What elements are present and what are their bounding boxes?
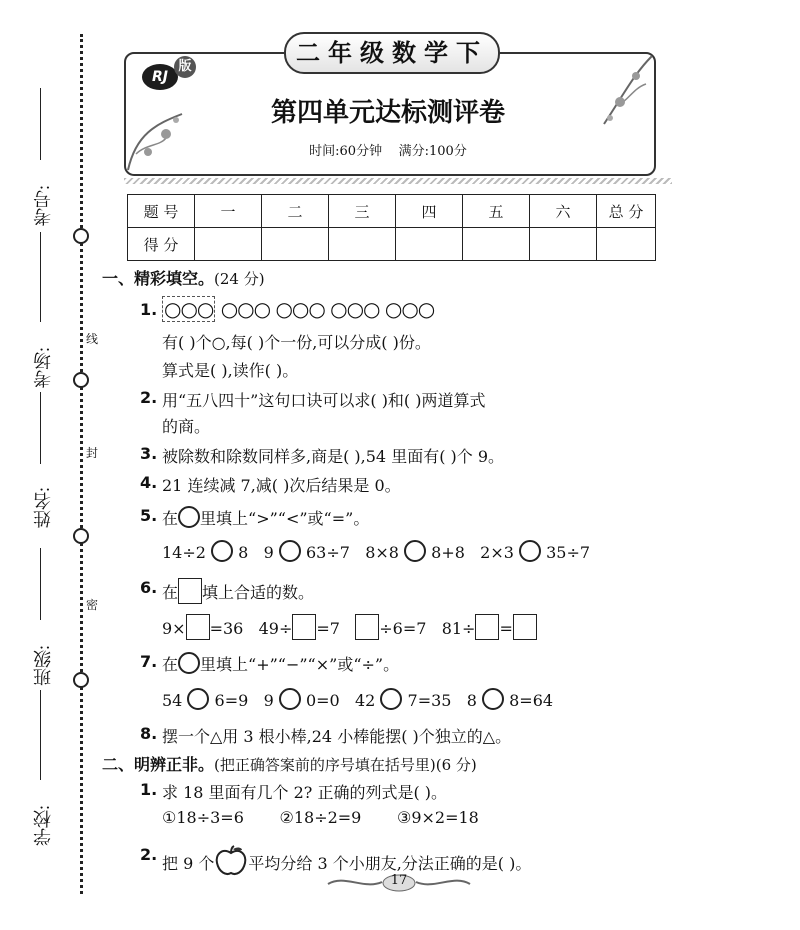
page-number-footer <box>324 872 474 892</box>
circle-group: ○○○ <box>275 297 325 321</box>
grade-banner: 二年级数学下 <box>284 32 500 74</box>
binding-ring <box>73 528 89 544</box>
expr-part: 9× <box>162 619 186 638</box>
table-row <box>128 195 656 228</box>
answer-circle[interactable] <box>519 540 541 562</box>
name-label: 姓名: <box>33 486 53 528</box>
expr-right: 8 <box>238 543 249 562</box>
expr-right: 7=35 <box>407 691 452 710</box>
text-part: 平均分给 3 个小朋友,分法正确的是( )。 <box>248 854 532 873</box>
table-header-cell: 六 <box>530 195 597 228</box>
question-text: 算式是( ),读作( )。 <box>162 361 299 380</box>
score-cell[interactable] <box>195 228 262 261</box>
question-text <box>162 652 399 675</box>
expr-right: 35÷7 <box>546 543 591 562</box>
question-number: 1. <box>140 300 158 319</box>
question-number: 1. <box>140 780 158 799</box>
decorative-divider <box>124 178 672 184</box>
expr-right: 8+8 <box>431 543 465 562</box>
table-header-cell: 总 分 <box>597 195 656 228</box>
text-part: 填上合适的数。 <box>202 583 315 602</box>
table-row-label: 得 分 <box>128 228 195 261</box>
score-cell[interactable] <box>262 228 329 261</box>
apple-icon <box>214 845 248 881</box>
table-header-cell: 二 <box>262 195 329 228</box>
score-table <box>127 194 656 261</box>
school-label: 学校: <box>33 804 53 846</box>
answer-box[interactable] <box>186 614 210 640</box>
expr-part: =7 <box>316 619 340 638</box>
table-header-cell: 四 <box>396 195 463 228</box>
expr-part: = <box>499 619 513 638</box>
exam-info <box>124 140 652 159</box>
time-label: 时间:60分钟 <box>309 144 383 159</box>
expr-left: 9 <box>263 543 274 562</box>
expr-left: 42 <box>354 691 376 710</box>
table-row <box>128 228 656 261</box>
expr-right: 6=9 <box>214 691 249 710</box>
answer-circle[interactable] <box>279 688 301 710</box>
class-label: 班级: <box>33 644 53 686</box>
binding-ring <box>73 672 89 688</box>
answer-circle[interactable] <box>279 540 301 562</box>
expr-part: 81÷ <box>441 619 476 638</box>
expr-left: 9 <box>263 691 274 710</box>
answer-box[interactable] <box>292 614 316 640</box>
question-number: 8. <box>140 724 158 743</box>
answer-circle[interactable] <box>404 540 426 562</box>
answer-circle[interactable] <box>211 540 233 562</box>
question-text: 用“五八四十”这句口诀可以求( )和( )两道算式 <box>162 391 486 410</box>
circle-group: ○○○ <box>330 297 380 321</box>
expr-right: 63÷7 <box>305 543 350 562</box>
table-header-cell: 题 号 <box>128 195 195 228</box>
question-number: 6. <box>140 578 158 597</box>
table-header-cell: 一 <box>195 195 262 228</box>
option-2[interactable]: ②18÷2=9 <box>279 808 362 827</box>
option-3[interactable]: ③9×2=18 <box>396 808 479 827</box>
question-text: 摆一个△用 3 根小棒,24 小棒能摆( )个独立的△。 <box>162 727 512 746</box>
expr-left: 8 <box>466 691 477 710</box>
expr-left: 14÷2 <box>162 543 206 562</box>
expr-left: 8×8 <box>365 543 399 562</box>
seal-char: 密 <box>86 598 99 612</box>
answer-circle[interactable] <box>482 688 504 710</box>
binding-ring <box>73 372 89 388</box>
seal-char: 封 <box>86 446 99 460</box>
expr-left: 54 <box>162 691 183 710</box>
binding-ring <box>73 228 89 244</box>
score-cell[interactable] <box>463 228 530 261</box>
question-text: 有( )个○,每( )个一份,可以分成( )份。 <box>162 333 431 352</box>
expr-part: =36 <box>209 619 244 638</box>
section-title: 二、明辨正非。 <box>102 755 215 774</box>
text-part: 里填上“+”“−”“×”或“÷”。 <box>200 655 400 674</box>
text-part: 在 <box>162 655 179 674</box>
circle-group: ○○○ <box>220 297 271 321</box>
square-symbol <box>178 578 202 604</box>
question-number: 5. <box>140 506 158 525</box>
answer-box[interactable] <box>475 614 499 640</box>
edition-badge: RJ <box>142 64 178 90</box>
class-line[interactable] <box>40 548 41 620</box>
comparison-row <box>162 540 590 562</box>
section-title: 一、精彩填空。 <box>102 269 215 288</box>
table-header-cell: 三 <box>329 195 396 228</box>
expr-part: 49÷ <box>258 619 293 638</box>
score-cell[interactable] <box>530 228 597 261</box>
section-points: (24 分) <box>214 270 265 288</box>
question-text: 被除数和除数同样多,商是( ),54 里面有( )个 9。 <box>162 447 505 466</box>
exam-room-line[interactable] <box>40 232 41 322</box>
score-label: 满分:100分 <box>398 144 467 159</box>
question-number: 4. <box>140 473 158 492</box>
text-part: 把 9 个 <box>162 854 215 873</box>
answer-box[interactable] <box>513 614 537 640</box>
fill-box-row <box>162 614 537 640</box>
question-number: 2. <box>140 845 158 864</box>
question-number: 7. <box>140 652 158 671</box>
section-note: (把正确答案前的序号填在括号里)(6 分) <box>214 756 477 774</box>
answer-box[interactable] <box>355 614 379 640</box>
score-cell[interactable] <box>329 228 396 261</box>
answer-options <box>162 808 479 827</box>
text-part: 在 <box>162 583 179 602</box>
question-text <box>162 506 369 529</box>
expr-right: 8=64 <box>509 691 554 710</box>
section-heading <box>102 752 477 775</box>
question-text <box>162 578 314 604</box>
answer-circle[interactable] <box>380 688 402 710</box>
seal-char: 线 <box>86 332 99 346</box>
question-text: 的商。 <box>162 417 211 436</box>
text-part: 里填上“>”“<”或“=”。 <box>200 509 370 528</box>
score-cell[interactable] <box>396 228 463 261</box>
operator-row <box>162 688 553 710</box>
question-number: 2. <box>140 388 158 407</box>
answer-circle[interactable] <box>187 688 209 710</box>
circle-group: ○○○ <box>384 297 435 321</box>
binding-dotted-line <box>80 34 83 894</box>
expr-left: 2×3 <box>480 543 514 562</box>
text-part: 在 <box>162 509 179 528</box>
name-line[interactable] <box>40 392 41 464</box>
expr-right: 0=0 <box>305 691 340 710</box>
page-title: 第四单元达标测评卷 <box>270 98 505 128</box>
page-number: 17 <box>390 873 408 888</box>
option-1[interactable]: ①18÷3=6 <box>162 808 244 827</box>
circle-groups <box>162 296 434 322</box>
exam-number-label: 考号: <box>33 184 53 226</box>
exam-number-line[interactable] <box>40 88 41 160</box>
circle-group-outlined: ○○○ <box>164 297 214 321</box>
score-cell[interactable] <box>597 228 656 261</box>
circle-symbol <box>178 506 200 528</box>
expr-part: ÷6=7 <box>379 619 427 638</box>
table-header-cell: 五 <box>463 195 530 228</box>
section-heading <box>102 266 265 289</box>
question-text: 21 连续减 7,减( )次后结果是 0。 <box>162 476 401 495</box>
question-number: 3. <box>140 444 158 463</box>
exam-room-label: 考场: <box>33 346 53 388</box>
circle-symbol <box>178 652 200 674</box>
question-text: 求 18 里面有几个 2? 正确的列式是( )。 <box>162 783 448 802</box>
edition-suffix: 版 <box>174 56 196 78</box>
school-line[interactable] <box>40 690 41 780</box>
